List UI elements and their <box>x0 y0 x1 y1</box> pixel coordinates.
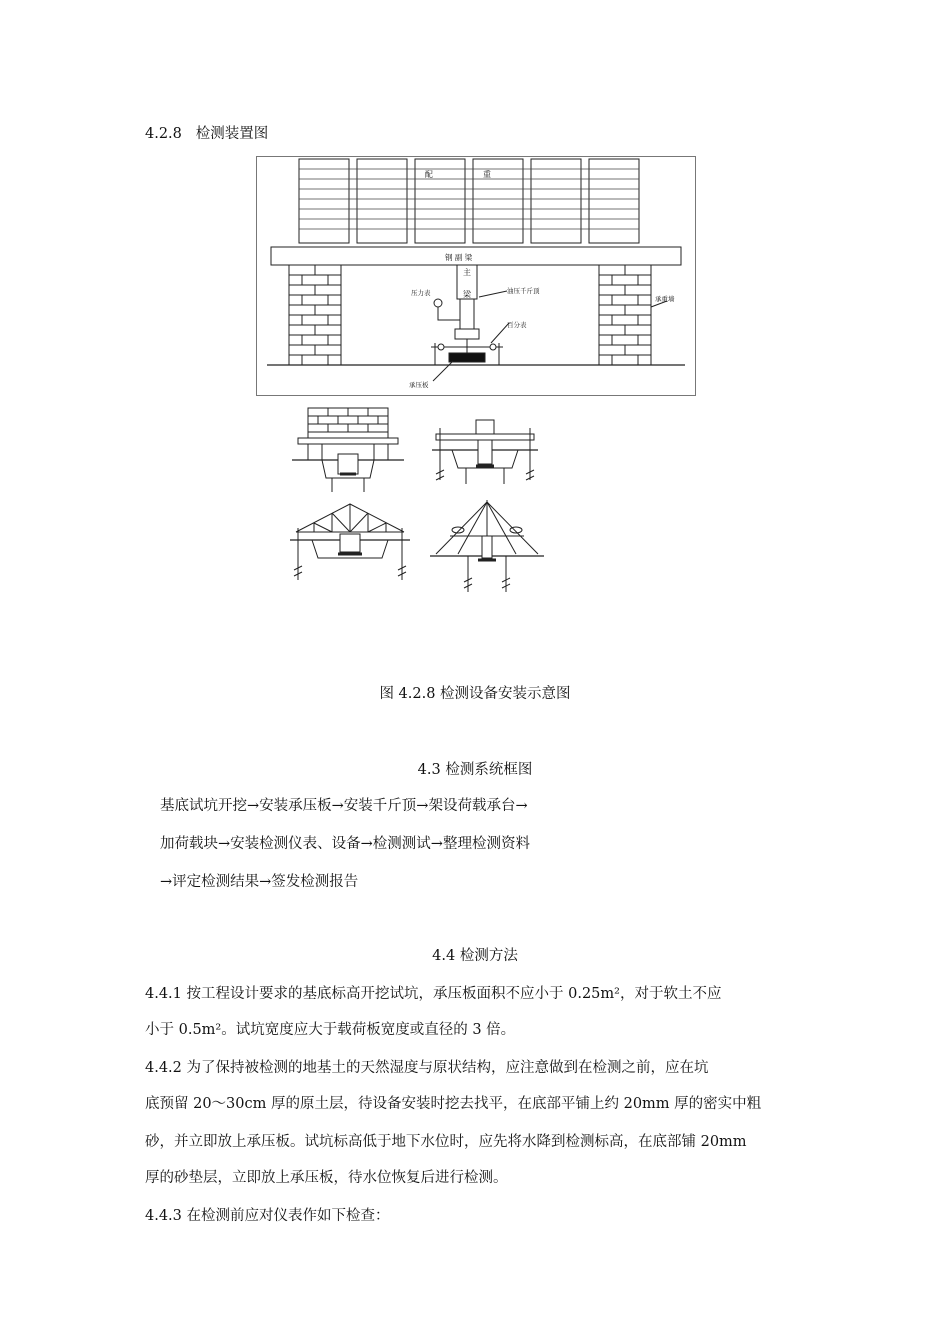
setup-variant-truss <box>288 500 412 590</box>
main-beam-label-top: 主 <box>463 268 471 277</box>
pressure-gauge-label: 压力表 <box>411 289 431 297</box>
counterweight-stacks <box>299 159 639 243</box>
bearing-plate-label: 承压板 <box>409 381 429 389</box>
flow-line-2: 加荷载块→安装检测仪表、设备→检测测试→整理检测资料 <box>160 836 530 852</box>
apparatus-drawing <box>257 157 695 395</box>
hydraulic-jack <box>460 299 474 329</box>
bearing-wall-label: 承重墙 <box>655 295 675 303</box>
section-number: 4.2.8 <box>145 126 182 142</box>
setup-variant-anchor <box>430 414 540 502</box>
paragraph-line-7: 4.4.3 在检测前应对仪表作如下检查： <box>145 1208 390 1224</box>
main-beam-label-bottom: 梁 <box>463 290 471 299</box>
section-heading-4-3: 4.3 检测系统框图 <box>417 762 533 778</box>
paragraph-line-2: 小于 0.5m²。试坑宽度应大于载荷板宽度或直径的 3 倍。 <box>145 1022 516 1038</box>
paragraph-line-4: 底预留 20～30cm 厚的原土层，待设备安装时挖去找平，在底部平铺上约 20mm 厚的密实中粗 <box>145 1096 762 1112</box>
flow-line-1: 基底试坑开挖→安装承压板→安装千斤顶→架设荷载承台→ <box>160 798 528 814</box>
paragraph-line-3: 4.4.2 为了保持被检测的地基土的天然湿度与原状结构，应注意做到在检测之前，应在坑 <box>145 1060 709 1076</box>
right-brick-pier <box>599 265 651 365</box>
dial-gauge-label: 百分表 <box>507 321 527 329</box>
counterweight-label-left: 配 <box>425 170 433 179</box>
jack-label: 油压千斤顶 <box>507 287 540 295</box>
pressure-gauge-icon <box>434 299 442 307</box>
figure-caption: 图 4.2.8 检测设备安装示意图 <box>379 686 571 702</box>
section-title: 检测装置图 <box>195 126 269 142</box>
flow-line-3: →评定检测结果→签发检测报告 <box>160 874 359 890</box>
counterweight-label-right: 重 <box>483 170 491 179</box>
apparatus-diagram <box>256 156 696 396</box>
left-brick-pier <box>289 265 341 365</box>
setup-variant-brick <box>288 404 408 502</box>
section-heading-4-2-8 <box>145 124 268 144</box>
section-heading-4-4: 4.4 检测方法 <box>432 948 518 964</box>
steel-beam-label: 钢 副 梁 <box>445 253 473 262</box>
steel-beam <box>271 247 681 265</box>
paragraph-line-5: 砂，并立即放上承压板。试坑标高低于地下水位时，应先将水降到检测标高，在底部铺 20mm <box>145 1134 747 1150</box>
setup-variant-guyed <box>428 496 546 602</box>
paragraph-line-1: 4.4.1 按工程设计要求的基底标高开挖试坑，承压板面积不应小于 0.25m²，对于软土不应 <box>145 986 722 1002</box>
paragraph-line-6: 厚的砂垫层，立即放上承压板，待水位恢复后进行检测。 <box>145 1170 508 1186</box>
bearing-plate <box>449 353 485 362</box>
